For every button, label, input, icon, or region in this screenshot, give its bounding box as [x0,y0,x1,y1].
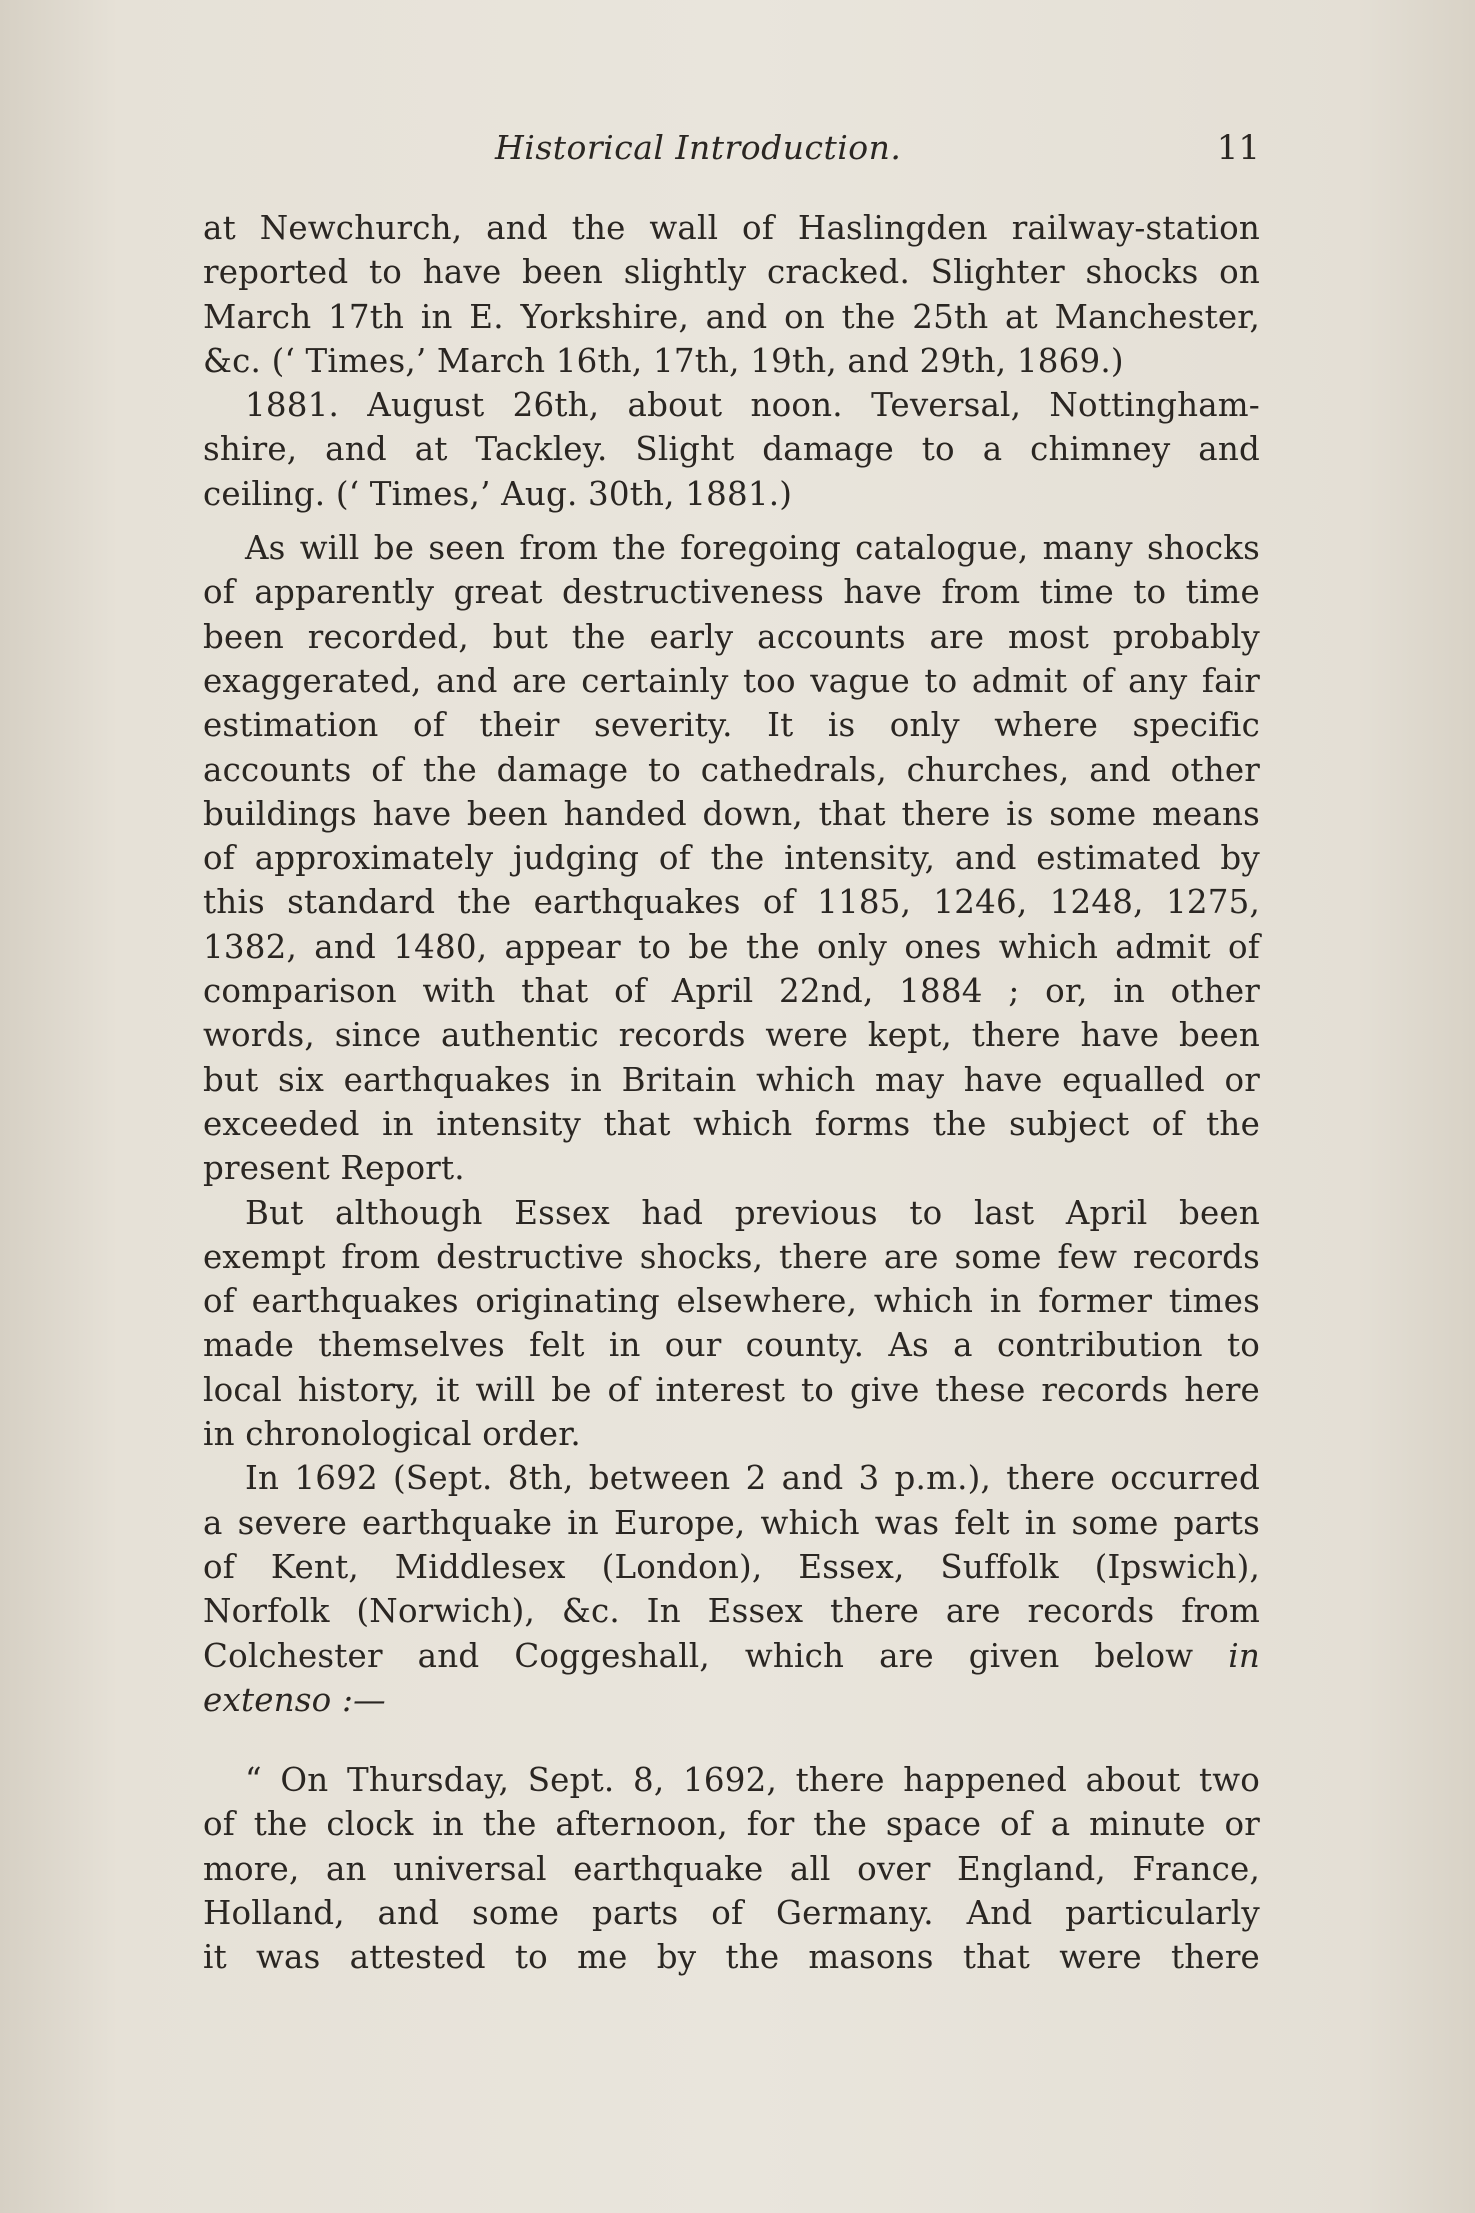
text-line: of the clock in the afternoon, for the space of a minute or [203,1805,1260,1844]
text-line: of earthquakes originating elsewhere, which in former times [203,1282,1260,1321]
italic-word: extenso :— [203,1680,386,1719]
text-line: it was attested to me by the masons that were there [203,1938,1260,1977]
paragraph-1869-continuation [203,206,1260,383]
text-line: of Kent, Middlesex (London), Essex, Suffolk (Ipswich), [203,1547,1260,1586]
text-line-with-italic [203,1634,1260,1678]
text-line: Holland, and some parts of Germany. And particularly [203,1893,1260,1932]
text-line: Colchester and Coggeshall, which are given below [203,1636,1194,1675]
paragraph-1881-entry [203,383,1260,516]
text-line: of apparently great destructiveness have from time to time [203,573,1260,612]
paragraph-essex-records [203,1191,1260,1457]
text-line: local history, it will be of interest to give these records here [203,1370,1260,1409]
text-line: made themselves felt in our county. As a contribution to [203,1326,1260,1365]
text-line: ceiling. (‘ Times,’ Aug. 30th, 1881.) [203,474,793,513]
text-line: 1382, and 1480, appear to be the only ones which admit of [203,927,1260,966]
page-number: 11 [1216,128,1260,168]
text-line: this standard the earthquakes of 1185, 1246, 1248, 1275, [203,883,1260,922]
text-line: but six earthquakes in Britain which may have equalled or [203,1060,1260,1099]
text-line: March 17th in E. Yorkshire, and on the 25th at Manchester, [203,297,1260,336]
text-line: in chronological order. [203,1415,581,1454]
paragraph-quotation [203,1758,1260,1979]
text-line: present Report. [203,1149,465,1188]
text-line: a severe earthquake in Europe, which was felt in some parts [203,1503,1260,1542]
text-line: exempt from destructive shocks, there are some few records [203,1237,1260,1276]
text-line: comparison with that of April 22nd, 1884 ; or, in other [203,972,1260,1011]
text-line: accounts of the damage to cathedrals, churches, and other [203,750,1260,789]
text-line: words, since authentic records were kept, there have been [203,1016,1260,1055]
text-line: &c. (‘ Times,’ March 16th, 17th, 19th, and 29th, 1869.) [203,341,1124,380]
text-line [203,1678,1260,1722]
text-line: exceeded in intensity that which forms the subject of the [203,1104,1260,1143]
running-head [0,128,1475,168]
text-line: reported to have been slightly cracked. Slighter shocks on [203,253,1260,292]
text-line: But although Essex had previous to last April been [245,1193,1260,1232]
running-head-title: Historical Introduction. [495,128,902,167]
text-line: exaggerated, and are certainly too vague to admit of any fair [203,661,1260,700]
paragraph-catalogue-summary [203,526,1260,1190]
text-line: Norfolk (Norwich), &c. In Essex there are records from [203,1592,1260,1631]
body-text [203,206,1260,1980]
text-line: estimation of their severity. It is only where specific [203,706,1260,745]
text-line: more, an universal earthquake all over England, France, [203,1849,1260,1888]
text-line: As will be seen from the foregoing catalogue, many shocks [245,529,1260,568]
paragraph-1692-earthquake [203,1456,1260,1722]
text-line: of approximately judging of the intensity, and estimated by [203,839,1260,878]
text-line: 1881. August 26th, about noon. Teversal, Nottingham- [245,386,1260,425]
text-line: buildings have been handed down, that there is some means [203,794,1260,833]
text-line: “ On Thursday, Sept. 8, 1692, there happened about two [245,1761,1260,1800]
text-line: In 1692 (Sept. 8th, between 2 and 3 p.m.), there occurred [245,1459,1260,1498]
text-line: shire, and at Tackley. Slight damage to a chimney and [203,430,1260,469]
italic-word: in [1228,1636,1261,1675]
text-line: at Newchurch, and the wall of Haslingden railway-station [203,209,1260,247]
text-line: been recorded, but the early accounts are most probably [203,617,1260,656]
